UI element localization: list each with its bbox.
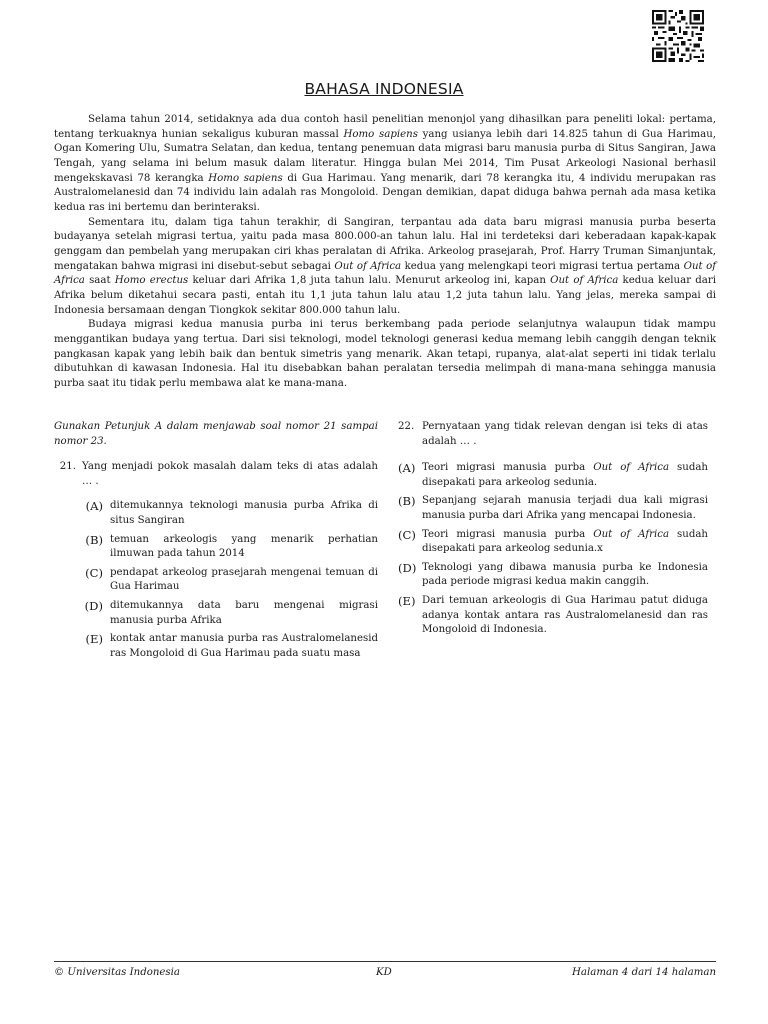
option-22-b[interactable]: [398, 494, 708, 523]
option-text: ditemukannya teknologi manusia purba Afrika di situs Sangiran: [110, 500, 378, 526]
text-run: sudah disepakati para arkeolog sedunia.x: [422, 528, 708, 555]
option-text: pendapat arkeolog prasejarah mengenai temuan di Gua Harimau: [110, 566, 378, 593]
italic-term: Homo sapiens: [343, 128, 418, 140]
option-21-c[interactable]: [54, 566, 378, 595]
text-run: Budaya migrasi kedua manusia purba ini terus berkembang pada periode selanjutnya walaupun tidak mampu menggantikan budaya yang tertua. Dari sisi teknologi, model teknologi generasi kedua memang lebih canggih dengan teknik pangkasan kapak yang lebih baik dan bentuk simetris yang menarik. Akan tetapi, rupanya, alat-alat seperti ini tidak terlalu dibutuhkan di kawasan Indonesia. Hal itu disebabkan bahan peralatan tersedia melimpah di mana-mana sehingga manusia purba saat itu tidak perlu membawa alat ke mana-mana.: [54, 319, 716, 389]
italic-term: Out of Africa: [593, 528, 670, 540]
option-22-e[interactable]: [398, 594, 708, 638]
instruction-text: Gunakan Petunjuk A dalam menjawab soal nomor 21 sampai nomor 23.: [54, 421, 378, 447]
option-22-a[interactable]: [398, 461, 708, 490]
option-text: [422, 528, 708, 557]
option-22-d[interactable]: [398, 561, 708, 590]
option-21-d[interactable]: [54, 599, 378, 628]
option-label: (D): [84, 598, 103, 613]
footer-page-number: Halaman 4 dari 14 halaman: [572, 967, 716, 978]
option-text: temuan arkeologis yang menarik perhatian ilmuwan pada tahun 2014: [110, 533, 378, 560]
option-label: (E): [85, 632, 103, 647]
option-label: (E): [398, 593, 416, 608]
text-run: Teori migrasi manusia purba: [422, 462, 594, 474]
italic-term: Out of Africa: [593, 462, 670, 474]
question-21-options: [54, 499, 378, 661]
text-run: saat: [84, 275, 115, 287]
option-label: (B): [85, 532, 103, 547]
text-run: kedua yang melengkapi teori migrasi tertua pertama: [401, 260, 684, 272]
question-stem: Pernyataan yang tidak relevan dengan isi teks di atas adalah … .: [422, 421, 708, 447]
footer-code: KD: [376, 967, 392, 978]
italic-term: Out of Africa: [54, 260, 716, 287]
option-text: kontak antar manusia purba ras Australomelanesid ras Mongoloid di Gua Harimau pada suatu masa: [110, 633, 378, 659]
text-run: di Gua Harimau. Yang menarik, dari 78 kerangka itu, 4 individu merupakan ras Australomelanesid dan 74 individu lain adalah ras Mongoloid. Dengan demikian, dapat diduga bahwa pernah ada masa ketika kedua ras ini bertemu dan berinteraksi.: [54, 172, 716, 213]
option-label: (C): [85, 565, 103, 580]
qr-code: [652, 10, 704, 62]
text-run: Selama tahun 2014, setidaknya ada dua contoh hasil penelitian menonjol yang dihasilkan para peneliti lokal: pertama, tentang terkuaknya hunian sekaligus kuburan massal: [54, 114, 716, 140]
option-label: (D): [398, 560, 417, 575]
page-title: BAHASA INDONESIA: [304, 80, 464, 98]
footer-copyright: © Universitas Indonesia: [54, 967, 180, 978]
option-text: [422, 594, 708, 638]
option-text: [422, 461, 708, 490]
option-label: (A): [398, 461, 416, 476]
question-number: 21.: [59, 461, 76, 473]
italic-term: Homo sapiens: [208, 172, 283, 184]
text-run: sudah disepakati para arkeolog sedunia.: [422, 462, 708, 488]
footer-divider: [54, 961, 716, 962]
option-text: [422, 561, 708, 590]
option-21-b[interactable]: [54, 533, 378, 562]
option-label: (B): [398, 494, 416, 509]
text-run: kedua keluar dari Afrika belum diketahui secara pasti, entah itu 1,1 juta tahun lalu atau 1,2 juta tahun lalu. Yang jelas, mereka sampai di Indonesia bersamaan dengan Tiongkok sekitar 800.000 tahun lalu.: [54, 275, 716, 316]
option-21-a[interactable]: [54, 499, 378, 528]
left-column: [54, 420, 378, 665]
text-run: Teknologi yang dibawa manusia purba ke Indonesia pada periode migrasi kedua makin canggih.: [422, 561, 708, 588]
option-22-c[interactable]: [398, 528, 708, 557]
question-number: 22.: [398, 421, 415, 432]
text-run: keluar dari Afrika 1,8 juta tahun lalu. Menurut arkeolog ini, kapan: [188, 275, 551, 287]
passage-paragraph-3: [54, 318, 716, 391]
right-column: [398, 420, 708, 642]
text-run: yang usianya lebih dari 14.825 tahun di Gua Harimau, Ogan Komering Ulu, Sumatra Selatan, dan kedua, tentang penemuan data migrasi baru manusia purba di Situs Sangiran, Jawa Tengah, yang selama ini belum masuk dalam literatur. Hingga bulan Mei 2014, Tim Pusat Arkeologi Nasional berhasil mengekskavasi 78 kerangka: [54, 128, 716, 184]
question-22: [398, 420, 708, 449]
passage-paragraph-2: [54, 216, 716, 319]
text-run: Dari temuan arkeologis di Gua Harimau patut diduga adanya kontak antara ras Australomelanesid dan ras Mongoloid di Indonesia.: [422, 594, 708, 636]
option-text: [422, 494, 708, 523]
reading-passage: [54, 113, 716, 391]
text-run: Sepanjang sejarah manusia terjadi dua kali migrasi manusia purba dari Afrika yang mencapai Indonesia.: [422, 495, 708, 521]
text-run: Sementara itu, dalam tiga tahun terakhir, di Sangiran, terpantau ada data baru migrasi manusia purba beserta budayanya setelah migrasi tertua, yaitu pada masa 800.000-an tahun lalu. Hal ini terdeteksi dari keberadaan kapak-kapak genggam dan pembelah yang merupakan ciri khas peralatan di Afrika. Arkeolog prasejarah, Prof. Harry Truman Simanjuntak, mengatakan bahwa migrasi ini disebut-sebut sebagai: [54, 216, 716, 272]
option-text: ditemukannya data baru mengenai migrasi manusia purba Afrika: [110, 599, 378, 626]
passage-paragraph-1: [54, 113, 716, 216]
italic-term: Out of Africa: [334, 260, 402, 272]
question-22-options: [398, 461, 708, 638]
text-run: Teori migrasi manusia purba: [422, 528, 594, 540]
question-stem: Yang menjadi pokok masalah dalam teks di atas adalah … .: [82, 461, 378, 487]
option-21-e[interactable]: [54, 632, 378, 661]
option-label: (A): [85, 499, 103, 514]
italic-term: Out of Africa: [550, 275, 619, 287]
option-label: (C): [398, 527, 416, 542]
question-21: [54, 460, 378, 489]
italic-term: Homo erectus: [114, 275, 189, 287]
